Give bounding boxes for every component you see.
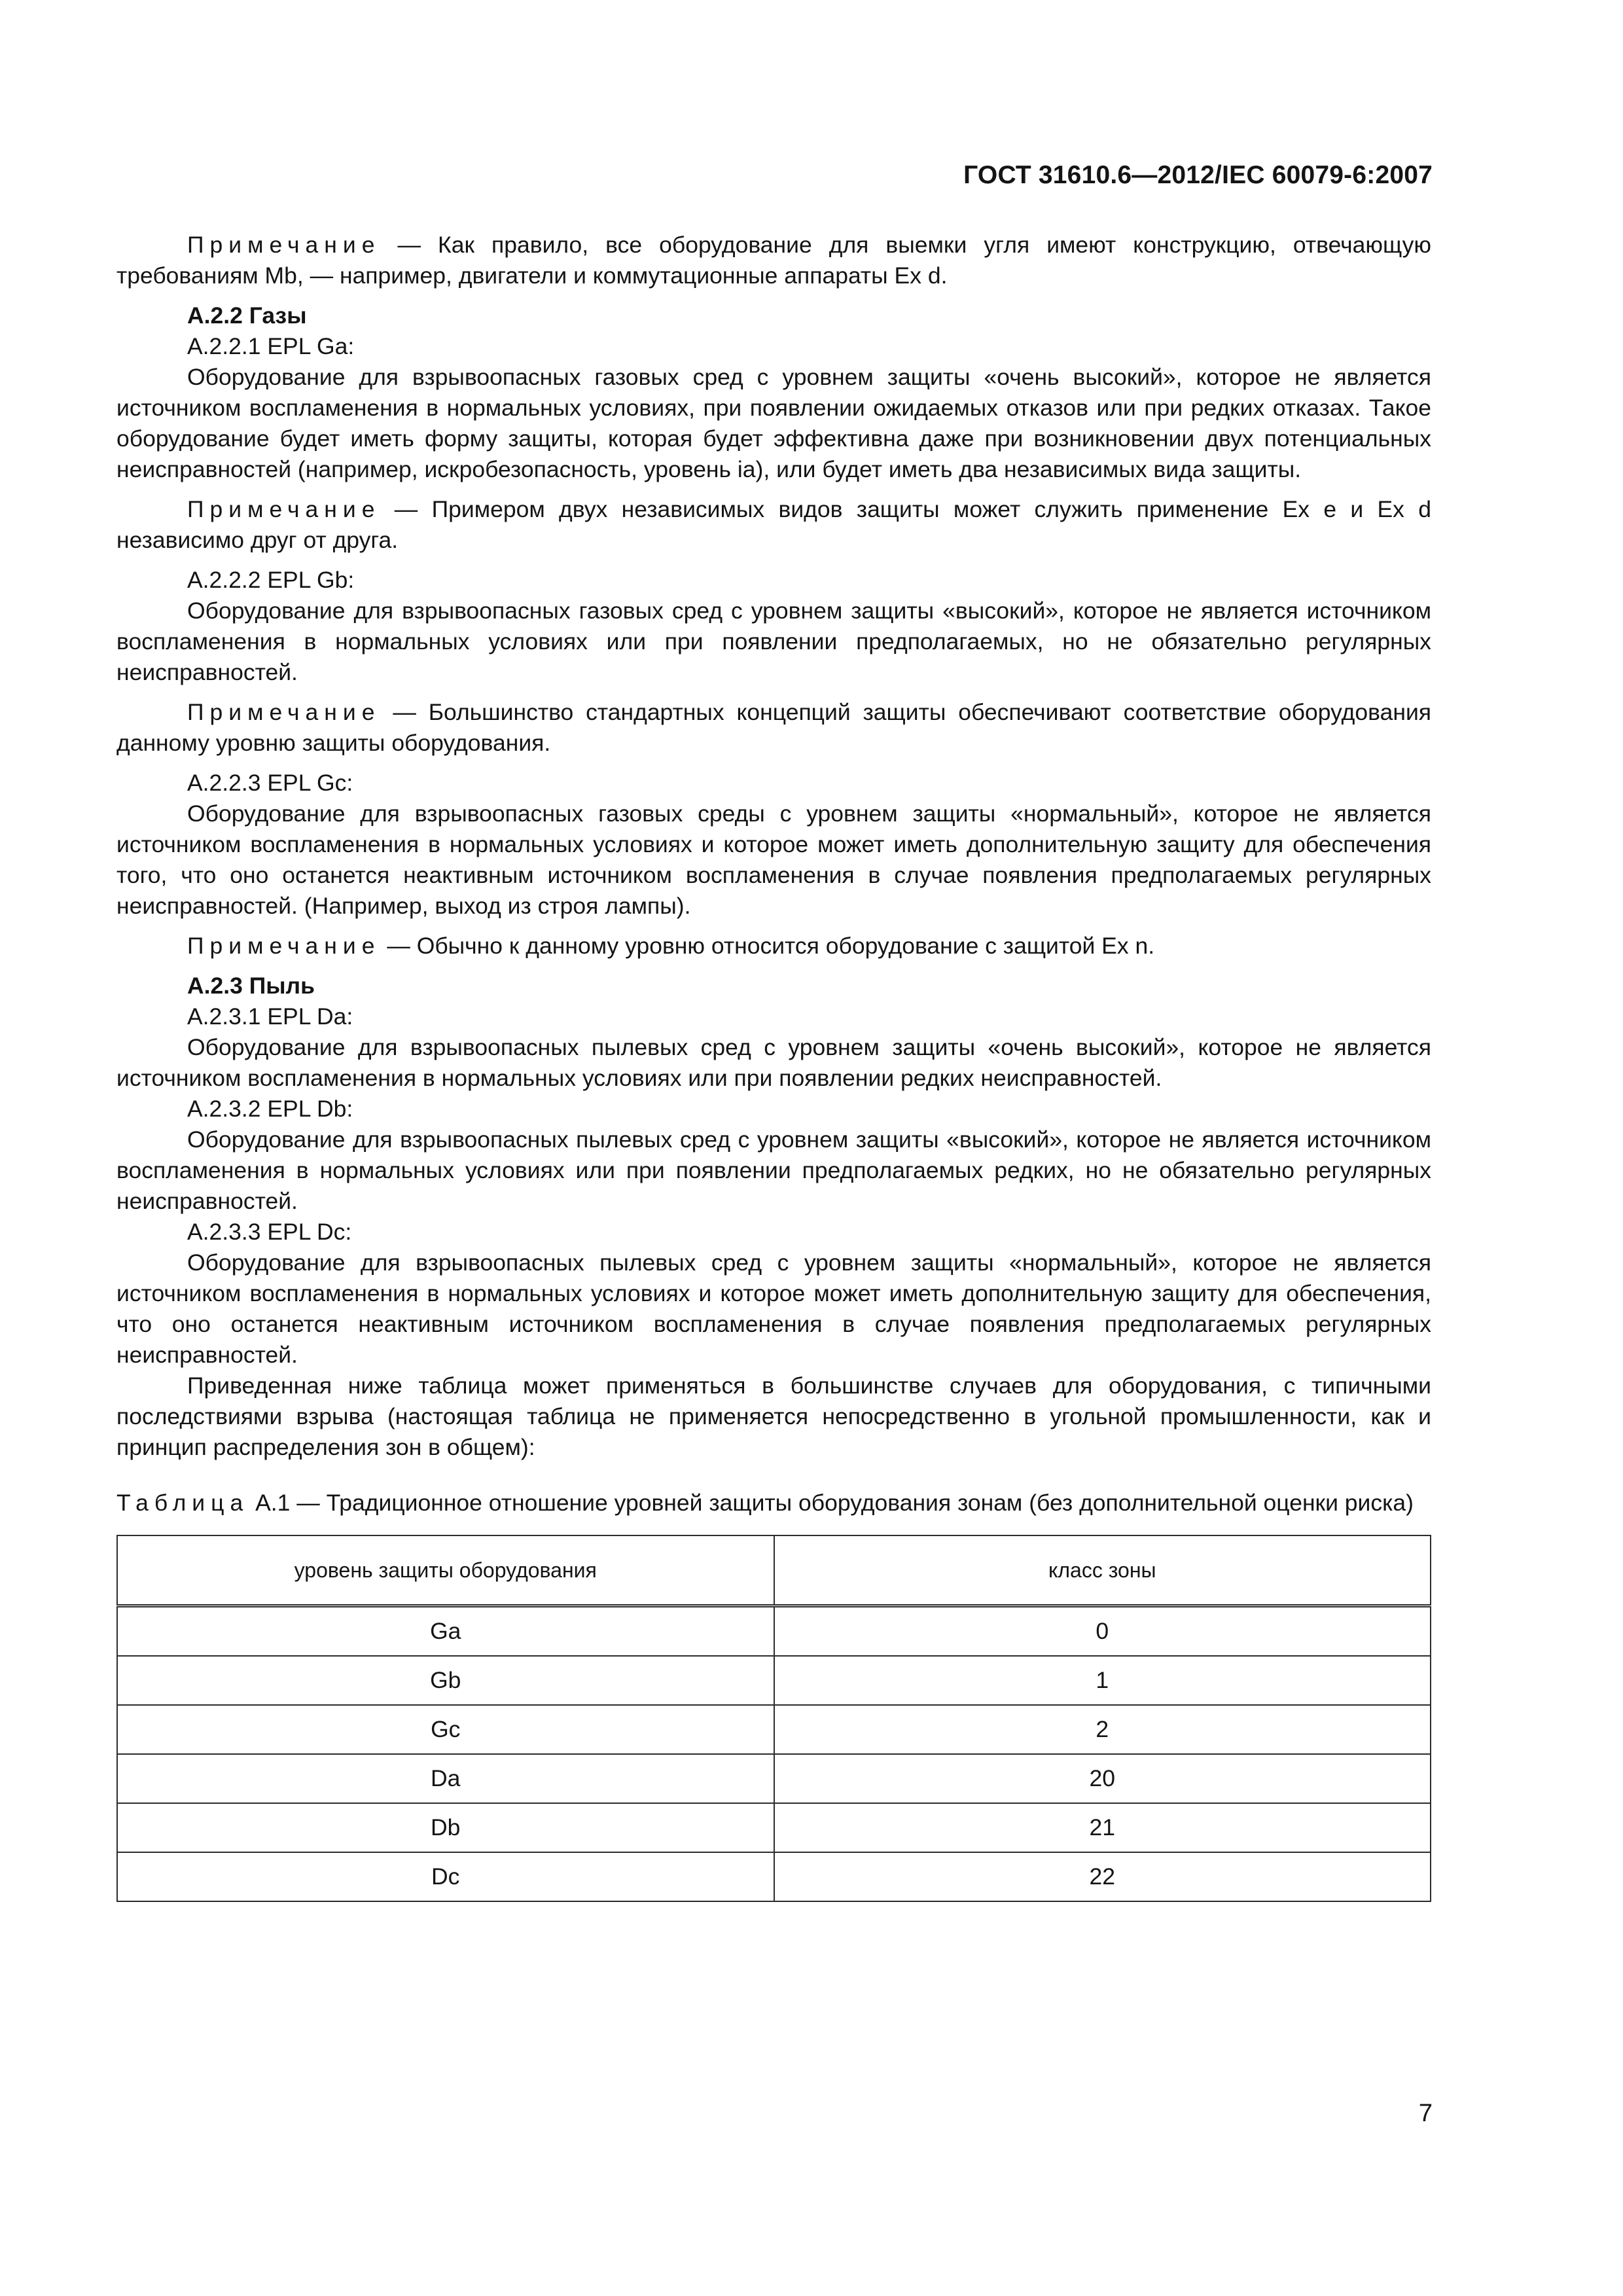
- cell-zone: 0: [774, 1606, 1431, 1657]
- page-number: 7: [1418, 2100, 1433, 2127]
- cell-zone: 2: [774, 1705, 1431, 1754]
- epl-zone-table: [116, 1535, 1431, 1902]
- table-row: [117, 1803, 1431, 1852]
- table-row: [117, 1852, 1431, 1901]
- cell-epl: Gb: [117, 1656, 774, 1705]
- document-body: [116, 230, 1431, 1902]
- table-row: [117, 1656, 1431, 1705]
- section-title-dust: А.2.3 Пыль: [187, 973, 315, 999]
- clause-text: Оборудование для взрывоопасных газовых среды с уровнем защиты «нормальный», которое не является источником воспламенения в нормальных условиях и которое может иметь дополнительную защиту для обеспечения того, что оно останется неактивным источником воспламенения в случае появления предполагаемых регулярных неисправностей. (Например, выход из строя лампы).: [116, 800, 1431, 919]
- clause-text: Оборудование для взрывоопасных газовых сред с уровнем защиты «очень высокий», которое не является источником воспламенения в нормальных условиях, при появлении ожидаемых отказов или при редких отказах. Такое оборудование будет иметь форму защиты, которая будет эффективна даже при возникновении двух потенциальных неисправностей (например, искробезопасность, уровень ia), или будет иметь два независимых вида защиты.: [116, 364, 1431, 482]
- note-paragraph: Примечание — Большинство стандартных концепций защиты обеспечивают соответствие оборудования данному уровню защиты оборудования.: [116, 699, 1431, 756]
- cell-zone: 21: [774, 1803, 1431, 1852]
- clause-label: А.2.2.2 EPL Gb:: [187, 567, 355, 593]
- clause-text: Оборудование для взрывоопасных пылевых сред с уровнем защиты «нормальный», которое не является источником воспламенения в нормальных условиях и которое может иметь дополнительную защиту для обеспечения, что оно останется неактивным источником воспламенения в случае появления предполагаемых регулярных неисправностей.: [116, 1249, 1431, 1368]
- section-title-gases: А.2.2 Газы: [187, 302, 307, 329]
- note-label: Примечание: [187, 232, 381, 258]
- cell-epl: Dc: [117, 1852, 774, 1901]
- note-label: Примечание: [187, 496, 381, 522]
- table-row: [117, 1606, 1431, 1657]
- note-paragraph: Примечание — Как правило, все оборудование для выемки угля имеют конструкцию, отвечающую требованиям Mb, — например, двигатели и коммутационные аппараты Ex d.: [116, 232, 1431, 289]
- cell-zone: 1: [774, 1656, 1431, 1705]
- table-caption-label: Таблица: [116, 1490, 249, 1516]
- column-header-zone: класс зоны: [774, 1535, 1431, 1606]
- note-label: Примечание: [187, 933, 381, 959]
- clause-text: Оборудование для взрывоопасных пылевых сред с уровнем защиты «высокий», которое не является источником воспламенения в нормальных условиях или при появлении предполагаемых редких, но не обязательно регулярных неисправностей.: [116, 1126, 1431, 1214]
- note-paragraph: Примечание — Обычно к данному уровню относится оборудование с защитой Ex n.: [187, 933, 1155, 959]
- cell-zone: 22: [774, 1852, 1431, 1901]
- clause-label: А.2.3.3 EPL Dc:: [187, 1219, 352, 1245]
- cell-epl: Da: [117, 1754, 774, 1803]
- note-label: Примечание: [187, 699, 381, 725]
- table-row: [117, 1705, 1431, 1754]
- table-header-row: [117, 1535, 1431, 1606]
- document-header: ГОСТ 31610.6—2012/IEC 60079-6:2007: [963, 161, 1433, 189]
- clause-text: Оборудование для взрывоопасных пылевых сред с уровнем защиты «очень высокий», которое не является источником воспламенения в нормальных условиях или при появлении редких неисправностей.: [116, 1034, 1431, 1091]
- table-intro: Приведенная ниже таблица может применяться в большинстве случаев для оборудования, с типичными последствиями взрыва (настоящая таблица не применяется непосредственно в угольной промышленности, как и принцип распределения зон в общем):: [116, 1372, 1431, 1460]
- table-row: [117, 1754, 1431, 1803]
- cell-epl: Db: [117, 1803, 774, 1852]
- note-paragraph: Примечание — Примером двух независимых видов защиты может служить применение Ex e и Ex d независимо друг от друга.: [116, 496, 1431, 553]
- cell-epl: Gc: [117, 1705, 774, 1754]
- clause-label: А.2.3.1 EPL Da:: [187, 1003, 353, 1030]
- cell-zone: 20: [774, 1754, 1431, 1803]
- clause-text: Оборудование для взрывоопасных газовых сред с уровнем защиты «высокий», которое не является источником воспламенения в нормальных условиях или при появлении предполагаемых, но не обязательно регулярных неисправностей.: [116, 598, 1431, 685]
- clause-label: А.2.2.3 EPL Gc:: [187, 770, 353, 796]
- clause-label: А.2.2.1 EPL Ga:: [187, 333, 355, 359]
- cell-epl: Ga: [117, 1606, 774, 1657]
- table-caption: Таблица А.1 — Традиционное отношение уровней защиты оборудования зонам (без дополнительной оценки риска): [116, 1490, 1414, 1516]
- clause-label: А.2.3.2 EPL Db:: [187, 1096, 353, 1122]
- column-header-epl: уровень защиты оборудования: [117, 1535, 774, 1606]
